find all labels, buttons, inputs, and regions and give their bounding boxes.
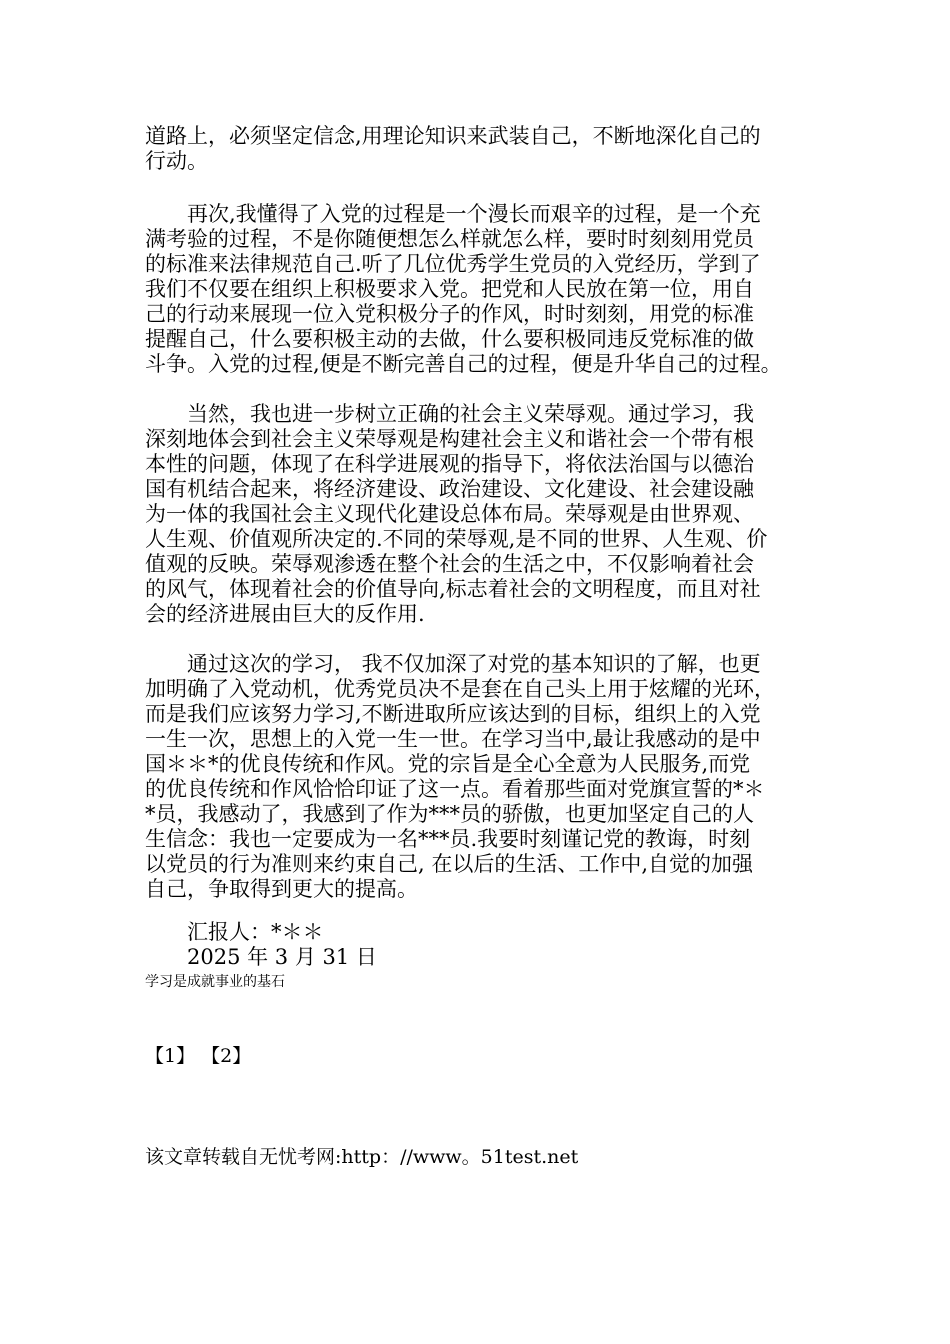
text-line: 生信念：我也一定要成为一名***员.我要时刻谨记党的教诲，时刻: [145, 827, 751, 851]
text-line: 提醒自己，什么要积极主动的去做，什么要积极同违反党标准的做: [145, 327, 754, 351]
text-line: 而是我们应该努力学习,不断进取所应该达到的目标，组织上的入党: [145, 702, 761, 726]
text-line: *员，我感动了，我感到了作为***员的骄傲，也更加坚定自己的人: [145, 802, 754, 826]
text-line: 国＊＊*的优良传统和作风。党的宗旨是全心全意为人民服务,而党: [145, 752, 751, 776]
text-line: 人生观、价值观所决定的.不同的荣辱观,是不同的世界、人生观、价: [145, 527, 768, 551]
text-line: 再次,我懂得了入党的过程是一个漫长而艰辛的过程，是一个充: [145, 202, 761, 226]
text-line: 己的行动来展现一位入党积极分子的作风，时时刻刻，用党的标准: [145, 302, 754, 326]
text-line: 行动。: [145, 149, 208, 173]
text-line: 的优良传统和作风恰恰印证了这一点。看着那些面对党旗宣誓的*＊: [145, 777, 765, 801]
reporter-signature: 汇报人：*＊＊: [145, 920, 324, 944]
text-line: 通过这次的学习， 我不仅加深了对党的基本知识的了解，也更: [145, 652, 761, 676]
report-date: 2025 年 3 月 31 日: [145, 945, 377, 969]
text-line: 以党员的行为准则来约束自己, 在以后的生活、工作中,自觉的加强: [145, 852, 754, 876]
page-link-1[interactable]: 【1】: [145, 1045, 196, 1067]
text-line: 会的经济进展由巨大的反作用.: [145, 602, 425, 626]
text-line: 一生一次，思想上的入党一生一世。在学习当中,最让我感动的是中: [145, 727, 761, 751]
text-line: 加明确了入党动机，优秀党员决不是套在自己头上用于炫耀的光环，: [145, 677, 775, 701]
page-link-2[interactable]: 【2】: [201, 1045, 252, 1067]
text-line: 为一体的我国社会主义现代化建设总体布局。荣辱观是由世界观、: [145, 502, 754, 526]
text-line: 的风气，体现着社会的价值导向,标志着社会的文明程度，而且对社: [145, 577, 761, 601]
text-line: 当然，我也进一步树立正确的社会主义荣辱观。通过学习，我: [145, 402, 754, 426]
text-line: 深刻地体会到社会主义荣辱观是构建社会主义和谐社会一个带有根: [145, 427, 754, 451]
text-line: 道路上，必须坚定信念,用理论知识来武装自己，不断地深化自己的: [145, 124, 761, 148]
text-line: 自己，争取得到更大的提高。: [145, 877, 418, 901]
text-line: 值观的反映。荣辱观渗透在整个社会的生活之中，不仅影响着社会: [145, 552, 754, 576]
pagination: [145, 1044, 251, 1068]
text-line: 国有机结合起来，将经济建设、政治建设、文化建设、社会建设融: [145, 477, 754, 501]
footer-caption: 学习是成就事业的基石: [145, 974, 285, 990]
source-note: 该文章转载自无忧考网:http：//www。51test.net: [145, 1146, 579, 1168]
text-line: 本性的问题，体现了在科学进展观的指导下，将依法治国与以德治: [145, 452, 754, 476]
text-line: 的标准来法律规范自己.听了几位优秀学生党员的入党经历，学到了: [145, 252, 761, 276]
text-line: 我们不仅要在组织上积极要求入党。把党和人民放在第一位，用自: [145, 277, 754, 301]
text-line: 满考验的过程，不是你随便想怎么样就怎么样，要时时刻刻用党员: [145, 227, 754, 251]
text-line: 斗争。入党的过程,便是不断完善自己的过程，便是升华自己的过程。: [145, 352, 782, 376]
